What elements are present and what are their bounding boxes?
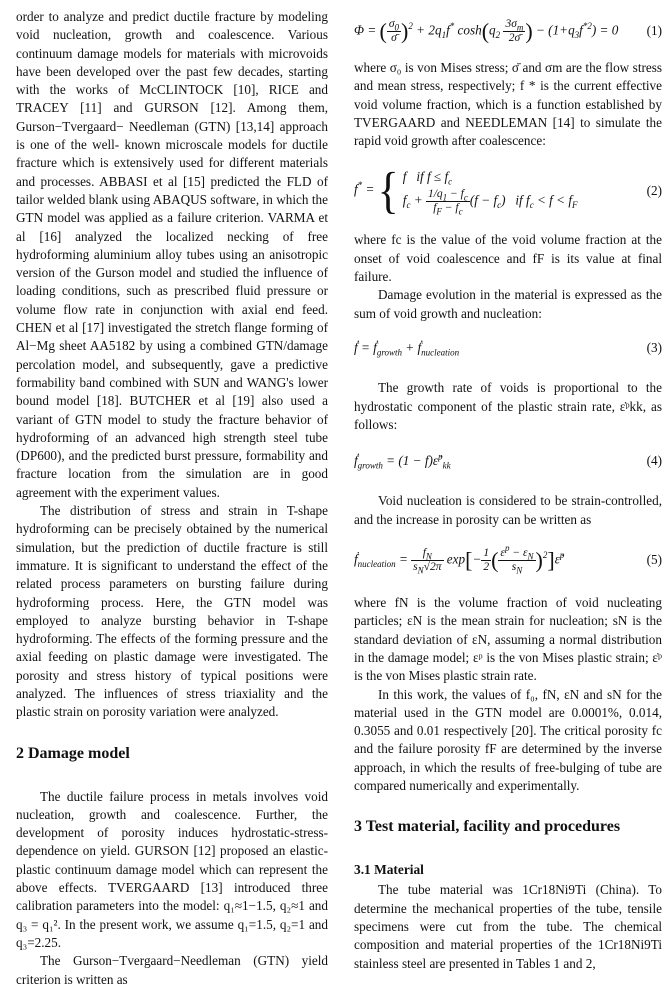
right-column	[354, 8, 662, 973]
paragraph-where-sigma: where σ₀ is von Mises stress; σ̄ and σm are the flow stress and mean stress, respectively; f * is the current effective void volume fraction, which is a function established by TVERGAARD and NEEDLEMAN [14] to simulate the rapid void growth after coalescence:	[354, 60, 662, 149]
equation-4-number: (4)	[646, 453, 662, 469]
paragraph-gtn-criterion: The Gurson−Tvergaard−Needleman (GTN) yield criterion is written as	[16, 953, 328, 987]
paragraph-distribution: The distribution of stress and strain in T-shape hydroforming can be precisely obtained by the numerical simulation, but the prediction of ductile fracture is still immature. It is significant to understand the effect of the related process parameters on bursting failure during hydroforming process. Here, the GTN model was employed to analyze bursting behavior in T-shape hydroforming. The effects of the forming pressure and the axial feeding on plastic damage were investigated. The porosity and stress history of typical positions were analyzed. The influences of stress triaxiality and the plastic strain on porosity variation were analyzed.	[16, 503, 328, 720]
paragraph-intro: order to analyze and predict ductile fracture by modeling void nucleation, growth and coalescence. Various continuum damage models for materials with microvoids have been developed over the past few decades, starting with the works of McCLINTOCK [10], RICE and TRACEY [11] and GURSON [12]. Among them, Gurson−Tvergaard− Needleman (GTN) [13,14] approach is one of the well- known microscale models for ductile fracture which is extensively used for different materials and processes. ABBASI et al [15] predicted the FLD of tailor welded blank using ABAQUS software, in which the GTN model was applied as a failure criterion. VARMA et al [16] analyzed the localized necking of free hydroforming aluminium alloy tubes using an anisotropic version of the Gurson model and studied the influence of loading conditions, such as prescribed fluid pressure or volume flow rate in conjunction with axial end feed. CHEN et al [17] investigated the stretch flange forming of Al−Mg sheet AA5182 by using a combined GTN/damage percolation model, and subsequently, gave a predictive formability band combined with SUN and WANG's lower bound model [18]. BUTCHER et al [19] also used a variant of GTN model to study the fracture behavior of hydroforming of an advanced high strength steel tube (DP600), and the predicted burst pressure, formability and fracture location from the simulation are in good agreement with the experiment values.	[16, 9, 328, 500]
equation-5-number: (5)	[646, 552, 662, 568]
equation-1: Φ = ( $\frac{\sigma_0}{\sigmā}$ )$^2 + 2q_1f^*$ $\cosh(q_2$ $\frac{3\sigma_m}{2\sigmā}$ ) − $(1+q_3f^{*2}) = 0$ (1)	[354, 18, 662, 44]
section-heading-test-material: 3 Test material, facility and procedures	[354, 818, 621, 836]
paragraph-void-nucleation: Void nucleation is considered to be strain-controlled, and the increase in porosity can be written as	[354, 493, 662, 527]
equation-5: ḟ$_{nucleation}$ = $\frac{f_N}{s_N√2\pi}$ exp[− $\frac{1}{2}$ ( $\frac{\varepsilon^p - \varepsilon_N}{s_N}$ )$^2$]ε̇$^p$ (5)	[354, 543, 662, 576]
paragraph-damage-evolution: Damage evolution in the material is expressed as the sum of void growth and nucleation:	[354, 287, 662, 321]
paragraph-tube-material: The tube material was 1Cr18Ni9Ti (China). To determine the mechanical properties of the tube, tensile specimens were cut from the tube. The chemical composition and material properties of the 1Cr18Ni9Ti stainless steel are presented in Tables 1 and 2,	[354, 882, 662, 971]
equation-2: f* = { f if $f \le f_c$ $f_c$ + $\frac{1/q_1 - f_c}{f_F - f_c}$ $(f - f_c)$ if $f_c < f < f_F$ (2)	[354, 162, 662, 219]
paragraph-where-fn: where fN is the volume fraction of void nucleating particles; εN is the mean strain for nucleation; sN is the standard deviation of εN, assuming a normal distribution in the damage model; εᵖ is the von Mises plastic strain; ε̇ᵖ is the von Mises plastic strain rate.	[354, 595, 662, 684]
paragraph-growth-rate: The growth rate of voids is proportional to the hydrostatic component of the plastic strain rate, ε̇ᵖkk, as follows:	[354, 380, 662, 432]
section-heading-damage-model: 2 Damage model	[16, 744, 130, 762]
equation-4: ḟ$_{growth}$ = (1 − f)ε̇$^p_{kk}$ (4)	[354, 451, 662, 471]
equation-1-number: (1)	[646, 23, 662, 39]
equation-2-number: (2)	[646, 182, 662, 198]
paragraph-gtn-values: In this work, the values of f₀, fN, εN and sN for the material used in the GTN model are 0.0001%, 0.014, 0.3055 and 0.01 respectively [20]. The critical porosity fc and the failure porosity fF are determined by the inverse approach, in which the results of free-bulging of tube are compared numerically and experimentally.	[354, 686, 662, 794]
equation-3-number: (3)	[646, 339, 662, 355]
subsection-heading-material: 3.1 Material	[354, 862, 424, 878]
equation-3: ḟ = ḟ$_{growth}$ + ḟ$_{nucleation}$ (3)	[354, 339, 662, 358]
paragraph-ductile-failure: The ductile failure process in metals involves void nucleation, growth and coalescence. Further, the development of porosity induces hydrostatic-stress-dependence on yield. GURSON [12] proposed an elastic-plastic continuum damage model which can represent the above effects. TVERGAARD [13] introduced three calibration parameters into the model: q₁≈1−1.5, q₂≈1 and q₃ = q₁². In the present work, we assume q₁=1.5, q₂=1 and q₃=2.25.	[16, 788, 328, 950]
left-column	[16, 8, 328, 989]
paragraph-where-fc: where fc is the value of the void volume fraction at the onset of void coalescence and fF is its value at final failure.	[354, 232, 662, 285]
